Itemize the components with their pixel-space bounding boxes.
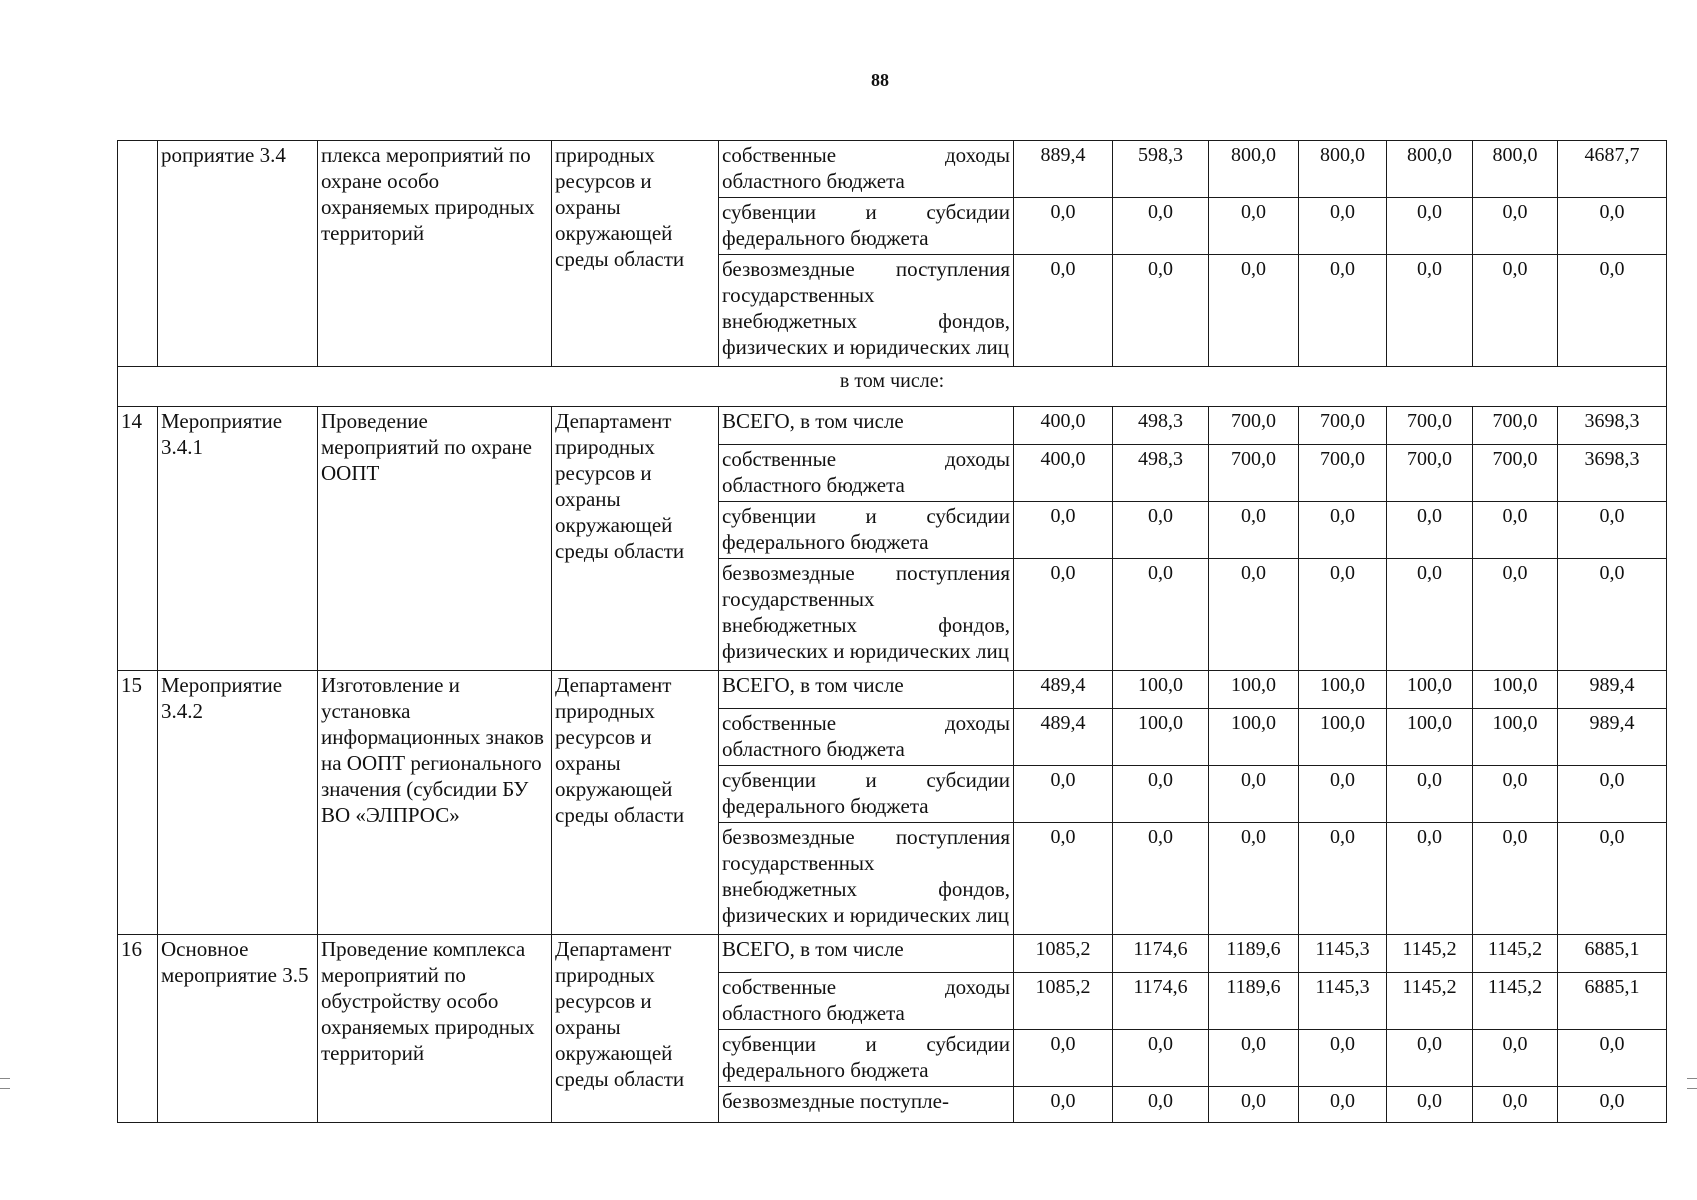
funding-value: 1174,6 [1113, 935, 1209, 973]
scan-mark [1687, 1088, 1697, 1089]
funding-value: 0,0 [1473, 198, 1558, 255]
funding-source: субвенции и субсидии федерального бюджета [719, 502, 1014, 559]
funding-value: 489,4 [1014, 709, 1113, 766]
funding-value: 0,0 [1473, 823, 1558, 935]
funding-value: 6885,1 [1558, 935, 1667, 973]
row-number: 14 [118, 407, 158, 671]
funding-value: 0,0 [1387, 559, 1473, 671]
funding-value: 700,0 [1209, 407, 1299, 445]
funding-value: 700,0 [1299, 445, 1387, 502]
funding-value: 700,0 [1473, 407, 1558, 445]
funding-value: 800,0 [1387, 141, 1473, 198]
event-description: Изготовление и установка информационных знаков на ООПТ регионального значения (субсидии БУ ВО «ЭЛПРОС» [318, 671, 552, 935]
scan-mark [0, 1078, 10, 1079]
table-row [118, 141, 1667, 198]
funding-value: 0,0 [1113, 823, 1209, 935]
funding-source: безвозмездные поступления государственных внебюджетных фондов, физических и юридических лиц [719, 559, 1014, 671]
funding-value: 100,0 [1113, 709, 1209, 766]
funding-value: 0,0 [1209, 1087, 1299, 1123]
row-number: 16 [118, 935, 158, 1123]
funding-value: 1189,6 [1209, 935, 1299, 973]
funding-value: 100,0 [1299, 671, 1387, 709]
row-number [118, 141, 158, 367]
funding-value: 0,0 [1299, 255, 1387, 367]
funding-value: 0,0 [1387, 1030, 1473, 1087]
funding-value: 700,0 [1473, 445, 1558, 502]
funding-value: 0,0 [1014, 823, 1113, 935]
funding-value: 800,0 [1209, 141, 1299, 198]
funding-value: 489,4 [1014, 671, 1113, 709]
funding-value: 989,4 [1558, 671, 1667, 709]
executor: Департамент природных ресурсов и охраны окружающей среды области [552, 671, 719, 935]
funding-value: 400,0 [1014, 407, 1113, 445]
event-name: роприятие 3.4 [158, 141, 318, 367]
funding-value: 0,0 [1113, 1030, 1209, 1087]
funding-source: безвозмездные поступления государственных внебюджетных фондов, физических и юридических лиц [719, 823, 1014, 935]
event-description: Проведение мероприятий по охране ООПТ [318, 407, 552, 671]
funding-value: 800,0 [1473, 141, 1558, 198]
funding-value: 800,0 [1299, 141, 1387, 198]
budget-table [117, 140, 1667, 1123]
funding-value: 0,0 [1558, 1030, 1667, 1087]
event-description: Проведение комплекса мероприятий по обустройству особо охраняемых природных территорий [318, 935, 552, 1123]
funding-value: 0,0 [1014, 1087, 1113, 1123]
funding-value: 100,0 [1473, 671, 1558, 709]
funding-source: собственные доходы областного бюджета [719, 973, 1014, 1030]
funding-value: 0,0 [1299, 198, 1387, 255]
funding-source: ВСЕГО, в том числе [719, 671, 1014, 709]
funding-value: 1145,2 [1387, 935, 1473, 973]
funding-value: 0,0 [1299, 766, 1387, 823]
funding-value: 0,0 [1387, 502, 1473, 559]
funding-value: 0,0 [1558, 823, 1667, 935]
funding-value: 1189,6 [1209, 973, 1299, 1030]
funding-source: ВСЕГО, в том числе [719, 935, 1014, 973]
funding-value: 0,0 [1473, 1087, 1558, 1123]
funding-value: 498,3 [1113, 445, 1209, 502]
funding-value: 1085,2 [1014, 973, 1113, 1030]
funding-value: 4687,7 [1558, 141, 1667, 198]
funding-value: 0,0 [1209, 198, 1299, 255]
executor: Департамент природных ресурсов и охраны окружающей среды области [552, 935, 719, 1123]
funding-value: 889,4 [1014, 141, 1113, 198]
funding-source: собственные доходы областного бюджета [719, 709, 1014, 766]
funding-source: собственные доходы областного бюджета [719, 141, 1014, 198]
funding-value: 0,0 [1113, 198, 1209, 255]
funding-value: 0,0 [1473, 502, 1558, 559]
funding-value: 0,0 [1387, 766, 1473, 823]
table-row [118, 407, 1667, 445]
funding-value: 0,0 [1299, 823, 1387, 935]
funding-value: 0,0 [1473, 1030, 1558, 1087]
funding-value: 0,0 [1558, 559, 1667, 671]
funding-value: 0,0 [1299, 559, 1387, 671]
funding-source: собственные доходы областного бюджета [719, 445, 1014, 502]
funding-value: 0,0 [1014, 255, 1113, 367]
funding-value: 0,0 [1209, 823, 1299, 935]
funding-value: 1174,6 [1113, 973, 1209, 1030]
funding-value: 0,0 [1113, 255, 1209, 367]
funding-value: 3698,3 [1558, 445, 1667, 502]
funding-value: 0,0 [1387, 198, 1473, 255]
scan-mark [1687, 1078, 1697, 1079]
funding-value: 100,0 [1113, 671, 1209, 709]
funding-value: 1145,2 [1473, 973, 1558, 1030]
funding-value: 0,0 [1558, 1087, 1667, 1123]
funding-value: 0,0 [1473, 559, 1558, 671]
funding-value: 400,0 [1014, 445, 1113, 502]
funding-value: 100,0 [1299, 709, 1387, 766]
funding-value: 0,0 [1558, 198, 1667, 255]
funding-source: субвенции и субсидии федерального бюджета [719, 198, 1014, 255]
funding-value: 0,0 [1014, 766, 1113, 823]
funding-value: 6885,1 [1558, 973, 1667, 1030]
funding-value: 0,0 [1558, 255, 1667, 367]
funding-value: 0,0 [1113, 766, 1209, 823]
funding-value: 700,0 [1387, 407, 1473, 445]
funding-value: 100,0 [1387, 709, 1473, 766]
funding-value: 1145,2 [1473, 935, 1558, 973]
funding-value: 0,0 [1387, 1087, 1473, 1123]
funding-value: 0,0 [1473, 255, 1558, 367]
funding-value: 0,0 [1014, 502, 1113, 559]
scan-mark [0, 1088, 10, 1089]
funding-value: 1145,3 [1299, 973, 1387, 1030]
executor: Департамент природных ресурсов и охраны окружающей среды области [552, 407, 719, 671]
funding-source: безвозмездные поступле- [719, 1087, 1014, 1123]
funding-value: 0,0 [1387, 823, 1473, 935]
funding-value: 598,3 [1113, 141, 1209, 198]
funding-value: 1145,2 [1387, 973, 1473, 1030]
funding-value: 700,0 [1387, 445, 1473, 502]
funding-value: 0,0 [1014, 1030, 1113, 1087]
funding-value: 100,0 [1209, 709, 1299, 766]
funding-value: 0,0 [1209, 255, 1299, 367]
funding-value: 0,0 [1299, 1030, 1387, 1087]
funding-value: 100,0 [1387, 671, 1473, 709]
executor: природных ресурсов и охраны окружающей среды области [552, 141, 719, 367]
table-row [118, 935, 1667, 973]
funding-value: 0,0 [1558, 502, 1667, 559]
funding-value: 0,0 [1299, 1087, 1387, 1123]
funding-value: 0,0 [1014, 198, 1113, 255]
section-row [118, 367, 1667, 407]
funding-value: 0,0 [1299, 502, 1387, 559]
section-label: в том числе: [118, 367, 1667, 407]
row-number: 15 [118, 671, 158, 935]
funding-value: 0,0 [1113, 1087, 1209, 1123]
funding-value: 0,0 [1113, 559, 1209, 671]
funding-value: 0,0 [1209, 766, 1299, 823]
funding-value: 989,4 [1558, 709, 1667, 766]
funding-value: 700,0 [1299, 407, 1387, 445]
event-description: плекса мероприятий по охране особо охраняемых природных территорий [318, 141, 552, 367]
funding-value: 700,0 [1209, 445, 1299, 502]
funding-value: 0,0 [1558, 766, 1667, 823]
page-number: 88 [871, 70, 889, 90]
funding-value: 0,0 [1387, 255, 1473, 367]
funding-source: ВСЕГО, в том числе [719, 407, 1014, 445]
funding-value: 0,0 [1473, 766, 1558, 823]
funding-value: 0,0 [1113, 502, 1209, 559]
funding-source: субвенции и субсидии федерального бюджета [719, 766, 1014, 823]
funding-source: субвенции и субсидии федерального бюджета [719, 1030, 1014, 1087]
funding-value: 0,0 [1209, 559, 1299, 671]
funding-value: 0,0 [1014, 559, 1113, 671]
funding-value: 1085,2 [1014, 935, 1113, 973]
event-name: Основное мероприятие 3.5 [158, 935, 318, 1123]
funding-source: безвозмездные поступления государственных внебюджетных фондов, физических и юридических лиц [719, 255, 1014, 367]
event-name: Мероприятие 3.4.1 [158, 407, 318, 671]
funding-value: 498,3 [1113, 407, 1209, 445]
funding-value: 0,0 [1209, 502, 1299, 559]
funding-value: 100,0 [1473, 709, 1558, 766]
funding-value: 0,0 [1209, 1030, 1299, 1087]
funding-value: 3698,3 [1558, 407, 1667, 445]
event-name: Мероприятие 3.4.2 [158, 671, 318, 935]
table-row [118, 671, 1667, 709]
funding-value: 1145,3 [1299, 935, 1387, 973]
funding-value: 100,0 [1209, 671, 1299, 709]
